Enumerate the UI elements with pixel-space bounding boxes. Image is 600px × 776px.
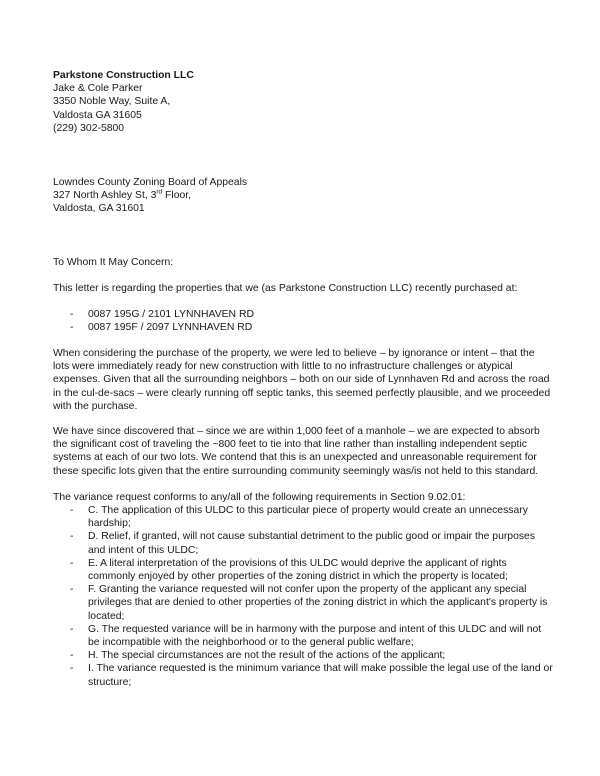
list-item: - E. A literal interpretation of the provisions of this ULDC would deprive the applicant of rights commonly enjoyed by other properties of the zoning district in which the property is located; xyxy=(70,557,508,583)
sender-city: Valdosta GA 31605 xyxy=(53,109,142,121)
paragraph-purchase: When considering the purchase of the property, we were led to believe – by ignorance or intent – that the lots were immediately ready for new construction with little to no infrastructure challenges or atypical expenses. Given that all the surrounding neighbors – both on our side of Lynnhaven Rd and across the road in the cul-de-sacs – were clearly running off septic tanks, this seemed perfectly plausible, and we proceeded with the purchase. xyxy=(53,348,551,412)
salutation: To Whom It May Concern: xyxy=(53,257,174,268)
list-item: - C. The application of this ULDC to this particular piece of property would create an unnecessary hardship; xyxy=(70,505,528,530)
sender-street: 3350 Noble Way, Suite A, xyxy=(53,96,171,108)
list-item: - F. Granting the variance requested will not confer upon the property of the applicant any special privileges that are denied to other properties of the zoning district in which the applicant's property is located; xyxy=(70,584,548,622)
recipient-street: 327 North Ashley St, 3rd Floor, xyxy=(53,188,192,202)
list-item: - I. The variance requested is the minimum variance that will make possible the legal use of the land or structure; xyxy=(70,663,553,688)
list-item: - D. Relief, if granted, will not cause substantial detriment to the public good or impair the purposes and intent of this ULDC; xyxy=(70,531,536,556)
recipient-address-block xyxy=(53,176,553,216)
recipient-city: Valdosta, GA 31601 xyxy=(53,203,145,215)
property-list xyxy=(53,308,553,334)
recipient-org: Lowndes County Zoning Board of Appeals xyxy=(53,177,248,188)
list-item: - H. The special circumstances are not the result of the actions of the applicant; xyxy=(70,650,446,662)
variance-intro: The variance request conforms to any/all of the following requirements in Section 9.02.01: xyxy=(53,492,466,503)
list-item: - 0087 195F / 2097 LYNNHAVEN RD xyxy=(70,322,253,334)
list-item: - G. The requested variance will be in harmony with the purpose and intent of this ULDC and will not be incompatible with the neighborhood or to the general public welfare; xyxy=(70,623,542,649)
sender-names: Jake & Cole Parker xyxy=(53,83,143,95)
sender-address-block xyxy=(53,69,553,135)
sender-company: Parkstone Construction LLC xyxy=(53,70,194,81)
paragraph-discovery: We have since discovered that – since we are within 1,000 feet of a manhole – we are expected to absorb the significant cost of traveling the ~800 feet to tie into that line rather than installing independent septic systems at each of our two lots. We contend that this is an unexpected and unreasonable requirement for these specific lots given that the entire surrounding community seemingly was/is not held to this standard. xyxy=(53,426,540,477)
intro-paragraph: This letter is regarding the properties that we (as Parkstone Construction LLC) recently purchased at: xyxy=(53,283,518,294)
list-item: - 0087 195G / 2101 LYNNHAVEN RD xyxy=(70,309,254,320)
requirements-list xyxy=(53,504,553,689)
sender-phone: (229) 302-5800 xyxy=(53,122,125,134)
